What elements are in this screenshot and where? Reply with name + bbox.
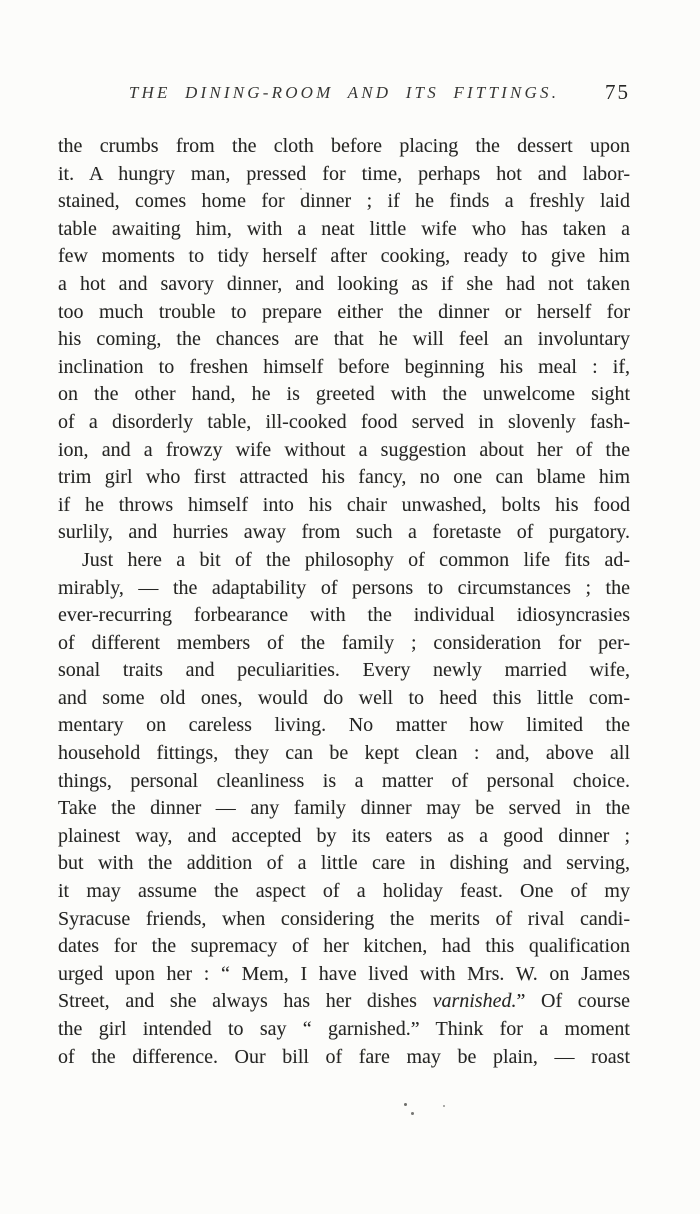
text-line: the girl intended to say “ garnished.” Think for a moment: [58, 1018, 630, 1040]
text-line: a hot and savory dinner, and looking as if she had not taken: [58, 272, 630, 295]
text-line: stained, comes home for dinner ; if he finds a freshly laid: [58, 190, 630, 213]
text-line: inclination to freshen himself before beginning his meal : if,: [58, 355, 630, 378]
body-text: [58, 133, 630, 1071]
text-line: surlily, and hurries away from such a foretaste of purgatory.: [58, 521, 630, 544]
page-number: 75: [605, 80, 630, 104]
text-line: but with the addition of a little care in dishing and serving,: [58, 852, 630, 875]
text-line: of different members of the family ; consideration for per-: [58, 631, 630, 654]
text-line: his coming, the chances are that he will feel an involuntary: [58, 328, 630, 351]
text-line: it. A hungry man, pressed for time, perhaps hot and labor-: [58, 162, 630, 185]
text-line: plainest way, and accepted by its eaters as a good dinner ;: [58, 824, 630, 847]
text-line: if he throws himself into his chair unwashed, bolts his food: [58, 493, 630, 516]
text-line: of a disorderly table, ill-cooked food served in slovenly fash-: [58, 410, 630, 433]
text-line: few moments to tidy herself after cooking, ready to give him: [58, 245, 630, 268]
scan-speck: [300, 188, 302, 190]
text-line: dates for the supremacy of her kitchen, had this qualification: [58, 935, 630, 958]
text-line: household fittings, they can be kept clean : and, above all: [58, 742, 630, 765]
text-line: ever-recurring forbearance with the individual idiosyncrasies: [58, 604, 630, 627]
running-header-title: THE DINING-ROOM AND ITS FITTINGS.: [128, 83, 560, 102]
text-line: urged upon her : “ Mem, I have lived with Mrs. W. on James: [58, 962, 630, 985]
text-line: Syracuse friends, when considering the merits of rival candi-: [58, 907, 630, 930]
text-line: on the other hand, he is greeted with the unwelcome sight: [58, 383, 630, 406]
text-line: ion, and a frowzy wife without a suggestion about her of the: [58, 438, 630, 461]
scan-speck: [443, 1105, 445, 1107]
text-line: sonal traits and peculiarities. Every newly married wife,: [58, 659, 630, 682]
running-header: [58, 80, 630, 109]
text-line: Street, and she always has her dishes varnished.” Of course: [58, 990, 630, 1013]
text-line: mirably, — the adaptability of persons to circumstances ; the: [58, 576, 630, 599]
text-line: of the difference. Our bill of fare may be plain, — roast: [58, 1045, 630, 1068]
text-line: Just here a bit of the philosophy of common life fits ad-: [82, 548, 630, 571]
text-line: too much trouble to prepare either the dinner or herself for: [58, 300, 630, 323]
text-line: it may assume the aspect of a holiday feast. One of my: [58, 880, 630, 903]
text-line: and some old ones, would do well to heed this little com-: [58, 686, 630, 709]
text-line: things, personal cleanliness is a matter of personal choice.: [58, 769, 630, 792]
text-line: trim girl who first attracted his fancy, no one can blame him: [58, 466, 630, 489]
text-line: mentary on careless living. No matter how limited the: [58, 714, 630, 737]
scan-speck: [411, 1112, 414, 1115]
text-line: the crumbs from the cloth before placing the dessert upon: [58, 135, 630, 157]
text-line: Take the dinner — any family dinner may be served in the: [58, 797, 630, 820]
text-line: table awaiting him, with a neat little wife who has taken a: [58, 217, 630, 240]
scan-speck: [404, 1103, 407, 1106]
